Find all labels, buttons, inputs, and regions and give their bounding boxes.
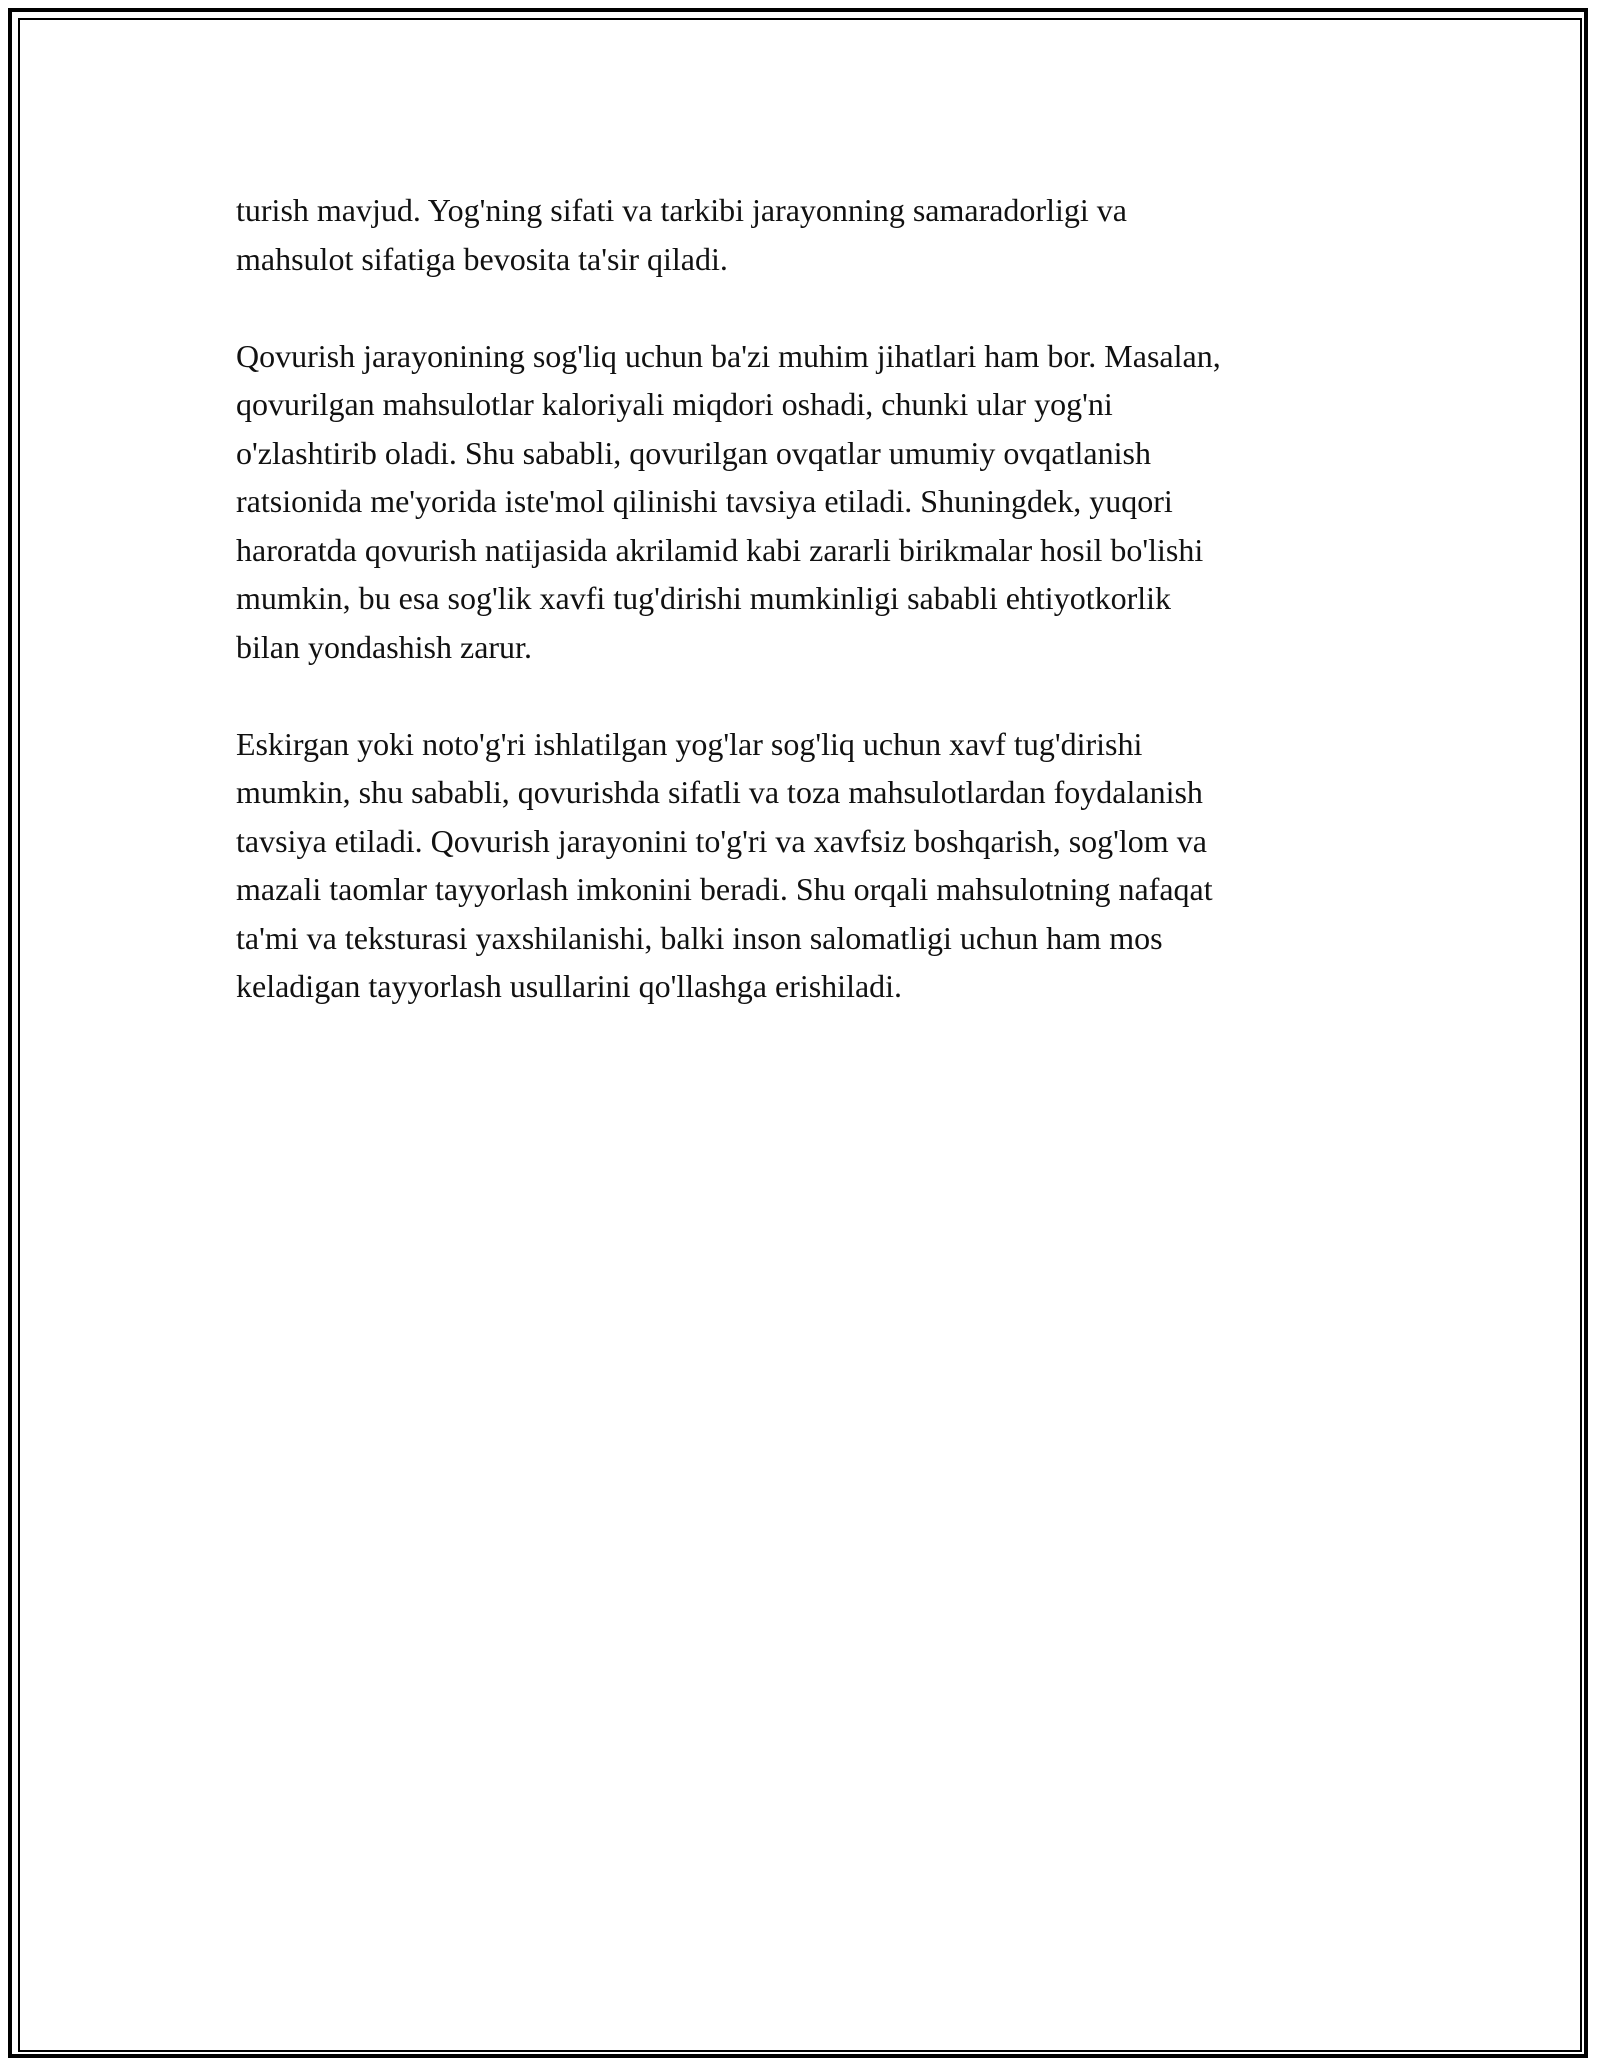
document-body [236,186,1386,1059]
paragraph-1: turish mavjud. Yog'ning sifati va tarkibi jarayonning samaradorligi va mahsulot sifatiga bevosita ta'sir qiladi. [236,192,1127,277]
paragraph-2: Qovurish jarayonining sog'liq uchun ba'zi muhim jihatlari ham bor. Masalan, qovurilgan mahsulotlar kaloriyali miqdori oshadi, chunki ular yog'ni o'zlashtirib oladi. Shu sababli, qovurilgan ovqatlar umumiy ovqatlanish ratsionida me'yorida iste'mol qilinishi tavsiya etiladi. Shuningdek, yuqori haroratda qovurish natijasida akrilamid kabi zararli birikmalar hosil bo'lishi mumkin, bu esa sog'lik xavfi tug'dirishi mumkinligi sababli ehtiyotkorlik bilan yondashish zarur. [236,337,1221,665]
paragraph-3: Eskirgan yoki noto'g'ri ishlatilgan yog'lar sog'liq uchun xavf tug'dirishi mumkin, shu sababli, qovurishda sifatli va toza mahsulotlardan foydalanish tavsiya etiladi. Qovurish jarayonini to'g'ri va xavfsiz boshqarish, sog'lom va mazali taomlar tayyorlash imkonini beradi. Shu orqali mahsulotning nafaqat ta'mi va teksturasi yaxshilanishi, balki inson salomatligi uchun ham mos keladigan tayyorlash usullarini qo'llashga erishiladi. [236,725,1213,1004]
